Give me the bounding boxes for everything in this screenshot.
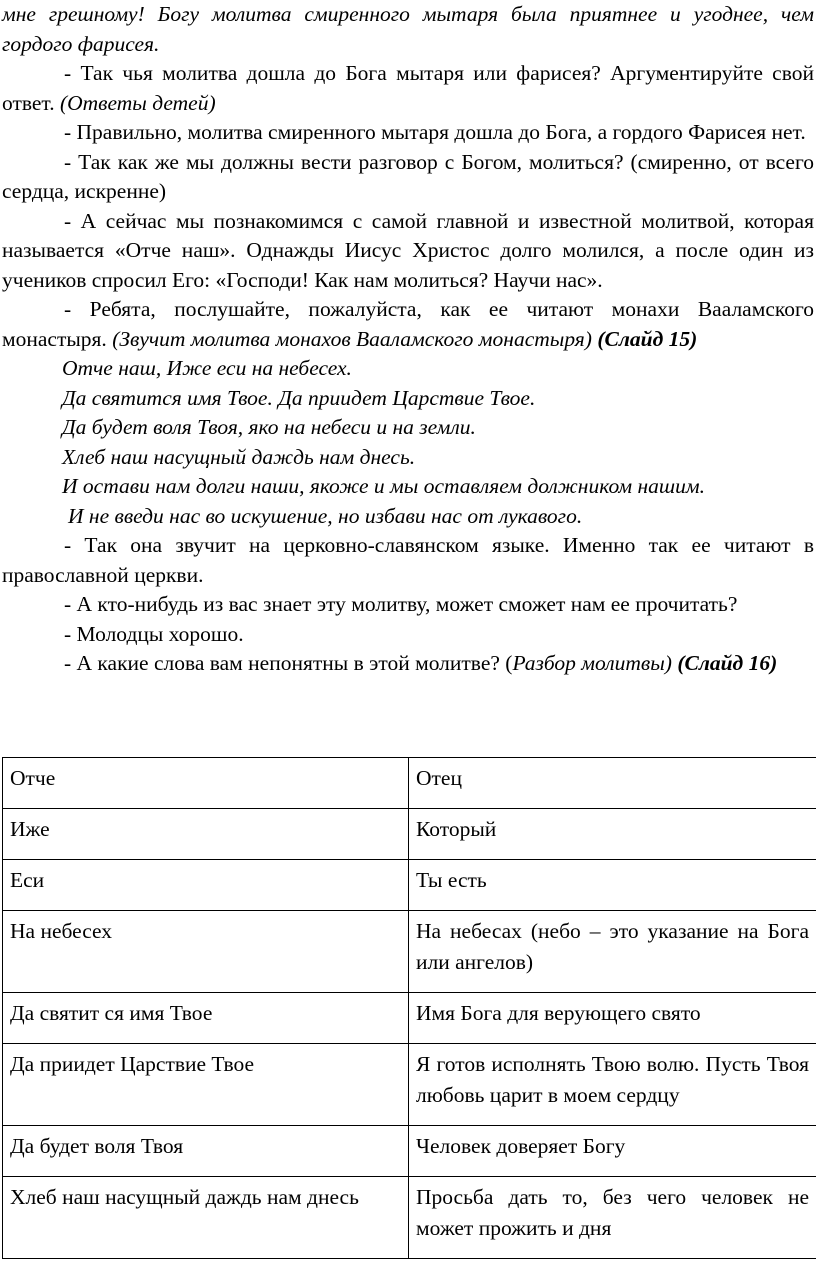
table-cell-term: Да святит ся имя Твое — [3, 993, 409, 1044]
table-row — [3, 860, 816, 911]
table-cell-term: Хлеб наш насущный даждь нам днесь — [3, 1177, 409, 1259]
prayer-line: И не введи нас во искушение, но избави нас от лукавого. — [68, 503, 583, 528]
table-row — [3, 809, 816, 860]
prayer-line: Да святится имя Твое. Да приидет Царствие Твое. — [62, 385, 536, 410]
prayer-line: Отче наш, Иже еси на небесех. — [62, 356, 352, 380]
paragraph-correct-answer: - Правильно, молитва смиренного мытаря дошла до Бога, а гордого Фарисея нет. — [64, 120, 806, 144]
table-cell-term: Отче — [3, 758, 409, 809]
paragraph-unclear-words — [2, 649, 814, 679]
table-row — [3, 993, 816, 1044]
table-row — [3, 1177, 816, 1259]
paragraph-who-knows: - А кто-нибудь из вас знает эту молитву, может сможет нам ее прочитать? — [64, 592, 738, 616]
prayer-analysis-note: Разбор молитвы) — [512, 651, 672, 675]
table-cell-meaning: Человек доверяет Богу — [409, 1126, 816, 1177]
paragraph-well-done: - Молодцы хорошо. — [64, 621, 244, 646]
table-cell-term: Еси — [3, 860, 409, 911]
table-cell-meaning: Просьба дать то, без чего человек не может прожить и дня — [409, 1177, 816, 1259]
monks-prayer-note: (Звучит молитва монахов Вааламского монастыря) — [112, 326, 598, 351]
paragraph-how-to-pray: - Так как же мы должны вести разговор с Богом, молиться? (смиренно, от всего сердца, искренне) — [2, 149, 814, 203]
children-answers-note: (Ответы детей) — [59, 90, 216, 115]
table-row — [3, 1126, 816, 1177]
listen-text: - Ребята, послушайте, пожалуйста, как ее читают монахи Вааламского монастыря. — [2, 297, 814, 351]
table-cell-meaning: Ты есть — [409, 860, 816, 911]
paragraph-listen-monks — [2, 295, 814, 354]
paragraph-question-whose-prayer — [2, 59, 814, 118]
paragraph-church-slavonic: - Так она звучит на церковно-славянском языке. Именно так ее читают в православной церкви. — [2, 533, 814, 587]
slide-16-label: (Слайд 16) — [677, 651, 778, 675]
unclear-words-text: - А какие слова вам непонятны в этой молитве? ( — [64, 651, 513, 675]
table-cell-meaning: Который — [409, 809, 816, 860]
table-row — [3, 911, 816, 993]
prayer-line: Хлеб наш насущный даждь нам днесь. — [62, 444, 416, 469]
document-page — [2, 0, 814, 679]
table-cell-meaning: Я готов исполнять Твою волю. Пусть Твоя любовь царит в моем сердцу — [409, 1044, 816, 1126]
question-text: - Так чья молитва дошла до Бога мытаря или фарисея? Аргументируйте свой ответ. — [2, 61, 814, 115]
paragraph-intro-continuation: мне грешному! Богу молитва смиренного мытаря была приятнее и угоднее, чем гордого фарисея. — [2, 2, 814, 56]
table-cell-meaning: Имя Бога для верующего свято — [409, 993, 816, 1044]
table-cell-term: Да приидет Царствие Твое — [3, 1044, 409, 1126]
table-cell-term: Да будет воля Твоя — [3, 1126, 409, 1177]
table-cell-term: На небесех — [3, 911, 409, 993]
prayer-line: И остави нам долги наши, якоже и мы оставляем должником нашим. — [62, 474, 705, 498]
prayer-glossary-table — [2, 757, 816, 1259]
paragraph-lords-prayer-intro: - А сейчас мы познакомимся с самой главной и известной молитвой, которая называется «Отче наш». Однажды Иисус Христос долго молился, а после один из учеников спросил Его: «Господи! Как нам молиться? Научи нас». — [2, 208, 814, 292]
prayer-line: Да будет воля Твоя, яко на небеси и на земли. — [62, 415, 476, 439]
table-row — [3, 758, 816, 809]
table-cell-term: Иже — [3, 809, 409, 860]
table-cell-meaning: Отец — [409, 758, 816, 809]
table-cell-meaning: На небесах (небо – это указание на Бога или ангелов) — [409, 911, 816, 993]
slide-15-label: (Слайд 15) — [597, 326, 698, 351]
table-row — [3, 1044, 816, 1126]
